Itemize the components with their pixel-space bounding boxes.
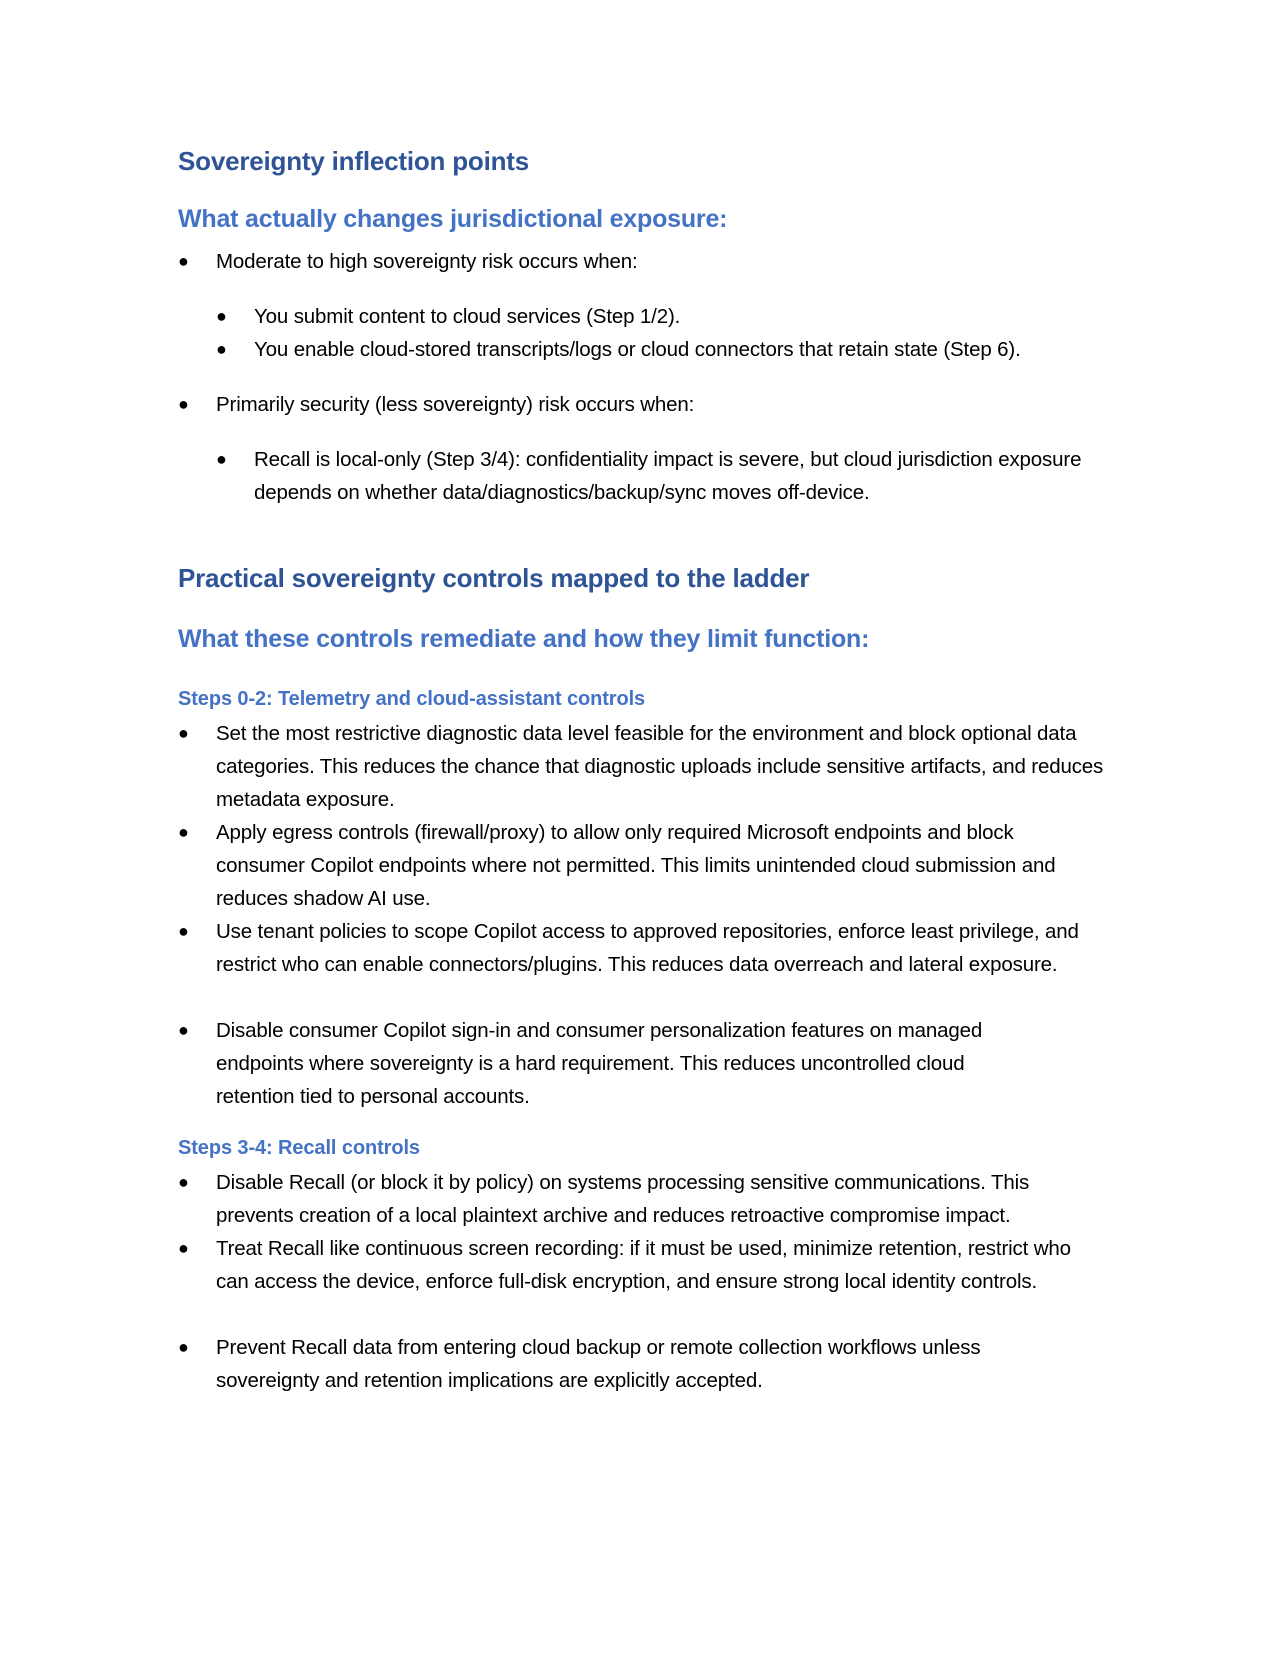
bullet-icon: ●	[178, 723, 189, 743]
list-item: ● You submit content to cloud services (Step 1/2).	[254, 300, 1104, 333]
subsection-heading-steps-3-4: Steps 3-4: Recall controls	[178, 1137, 420, 1159]
bullet-icon: ●	[178, 1172, 189, 1192]
list-item: ● Disable consumer Copilot sign-in and consumer personalization features on managed endpoints where sovereignty is a hard requirement. This reduces uncontrolled cloud retention tied to personal accounts.	[216, 1014, 1046, 1113]
list-item: ● Moderate to high sovereignty risk occurs when:	[216, 245, 1106, 278]
list-item: ● Primarily security (less sovereignty) risk occurs when:	[216, 388, 1106, 421]
list-item: ● Use tenant policies to scope Copilot access to approved repositories, enforce least privilege, and restrict who can enable connectors/plugins. This reduces data overreach and lateral exposure.	[216, 915, 1106, 981]
subsection-heading-steps-0-2: Steps 0-2: Telemetry and cloud-assistant controls	[178, 688, 646, 710]
bullet-icon: ●	[178, 1020, 189, 1040]
bullet-icon: ●	[178, 1238, 189, 1258]
list-item: ● You enable cloud-stored transcripts/logs or cloud connectors that retain state (Step 6).	[254, 333, 1104, 366]
list-item: ● Disable Recall (or block it by policy) on systems processing sensitive communications. This prevents creation of a local plaintext archive and reduces retroactive compromise impact.	[216, 1166, 1106, 1232]
bullet-icon: ●	[178, 394, 189, 414]
bullet-icon: ●	[178, 1337, 189, 1357]
bullet-icon: ●	[178, 921, 189, 941]
section-heading-sovereignty-inflection-points: Sovereignty inflection points	[178, 146, 530, 176]
list-item: ● Treat Recall like continuous screen recording: if it must be used, minimize retention, restrict who can access the device, enforce full-disk encryption, and ensure strong local identity controls.	[216, 1232, 1106, 1298]
list-item: ● Set the most restrictive diagnostic data level feasible for the environment and block optional data categories. This reduces the chance that diagnostic uploads include sensitive artifacts, and reduces metadata exposure.	[216, 717, 1106, 816]
bullet-icon: ●	[216, 339, 227, 359]
list-item: ● Recall is local-only (Step 3/4): confidentiality impact is severe, but cloud jurisdiction exposure depends on whether data/diagnostics/backup/sync moves off-device.	[254, 443, 1084, 509]
subheading-controls-remediate: What these controls remediate and how they limit function:	[178, 625, 870, 653]
bullet-icon: ●	[216, 306, 227, 326]
subheading-jurisdictional-exposure: What actually changes jurisdictional exposure:	[178, 205, 728, 233]
list-item: ● Apply egress controls (firewall/proxy) to allow only required Microsoft endpoints and block consumer Copilot endpoints where not permitted. This limits unintended cloud submission and reduces shadow AI use.	[216, 816, 1106, 915]
list-item: ● Prevent Recall data from entering cloud backup or remote collection workflows unless sovereignty and retention implications are explicitly accepted.	[216, 1331, 1046, 1397]
bullet-icon: ●	[216, 449, 227, 469]
section-heading-practical-sovereignty-controls: Practical sovereignty controls mapped to the ladder	[178, 563, 810, 593]
bullet-icon: ●	[178, 251, 189, 271]
bullet-icon: ●	[178, 822, 189, 842]
